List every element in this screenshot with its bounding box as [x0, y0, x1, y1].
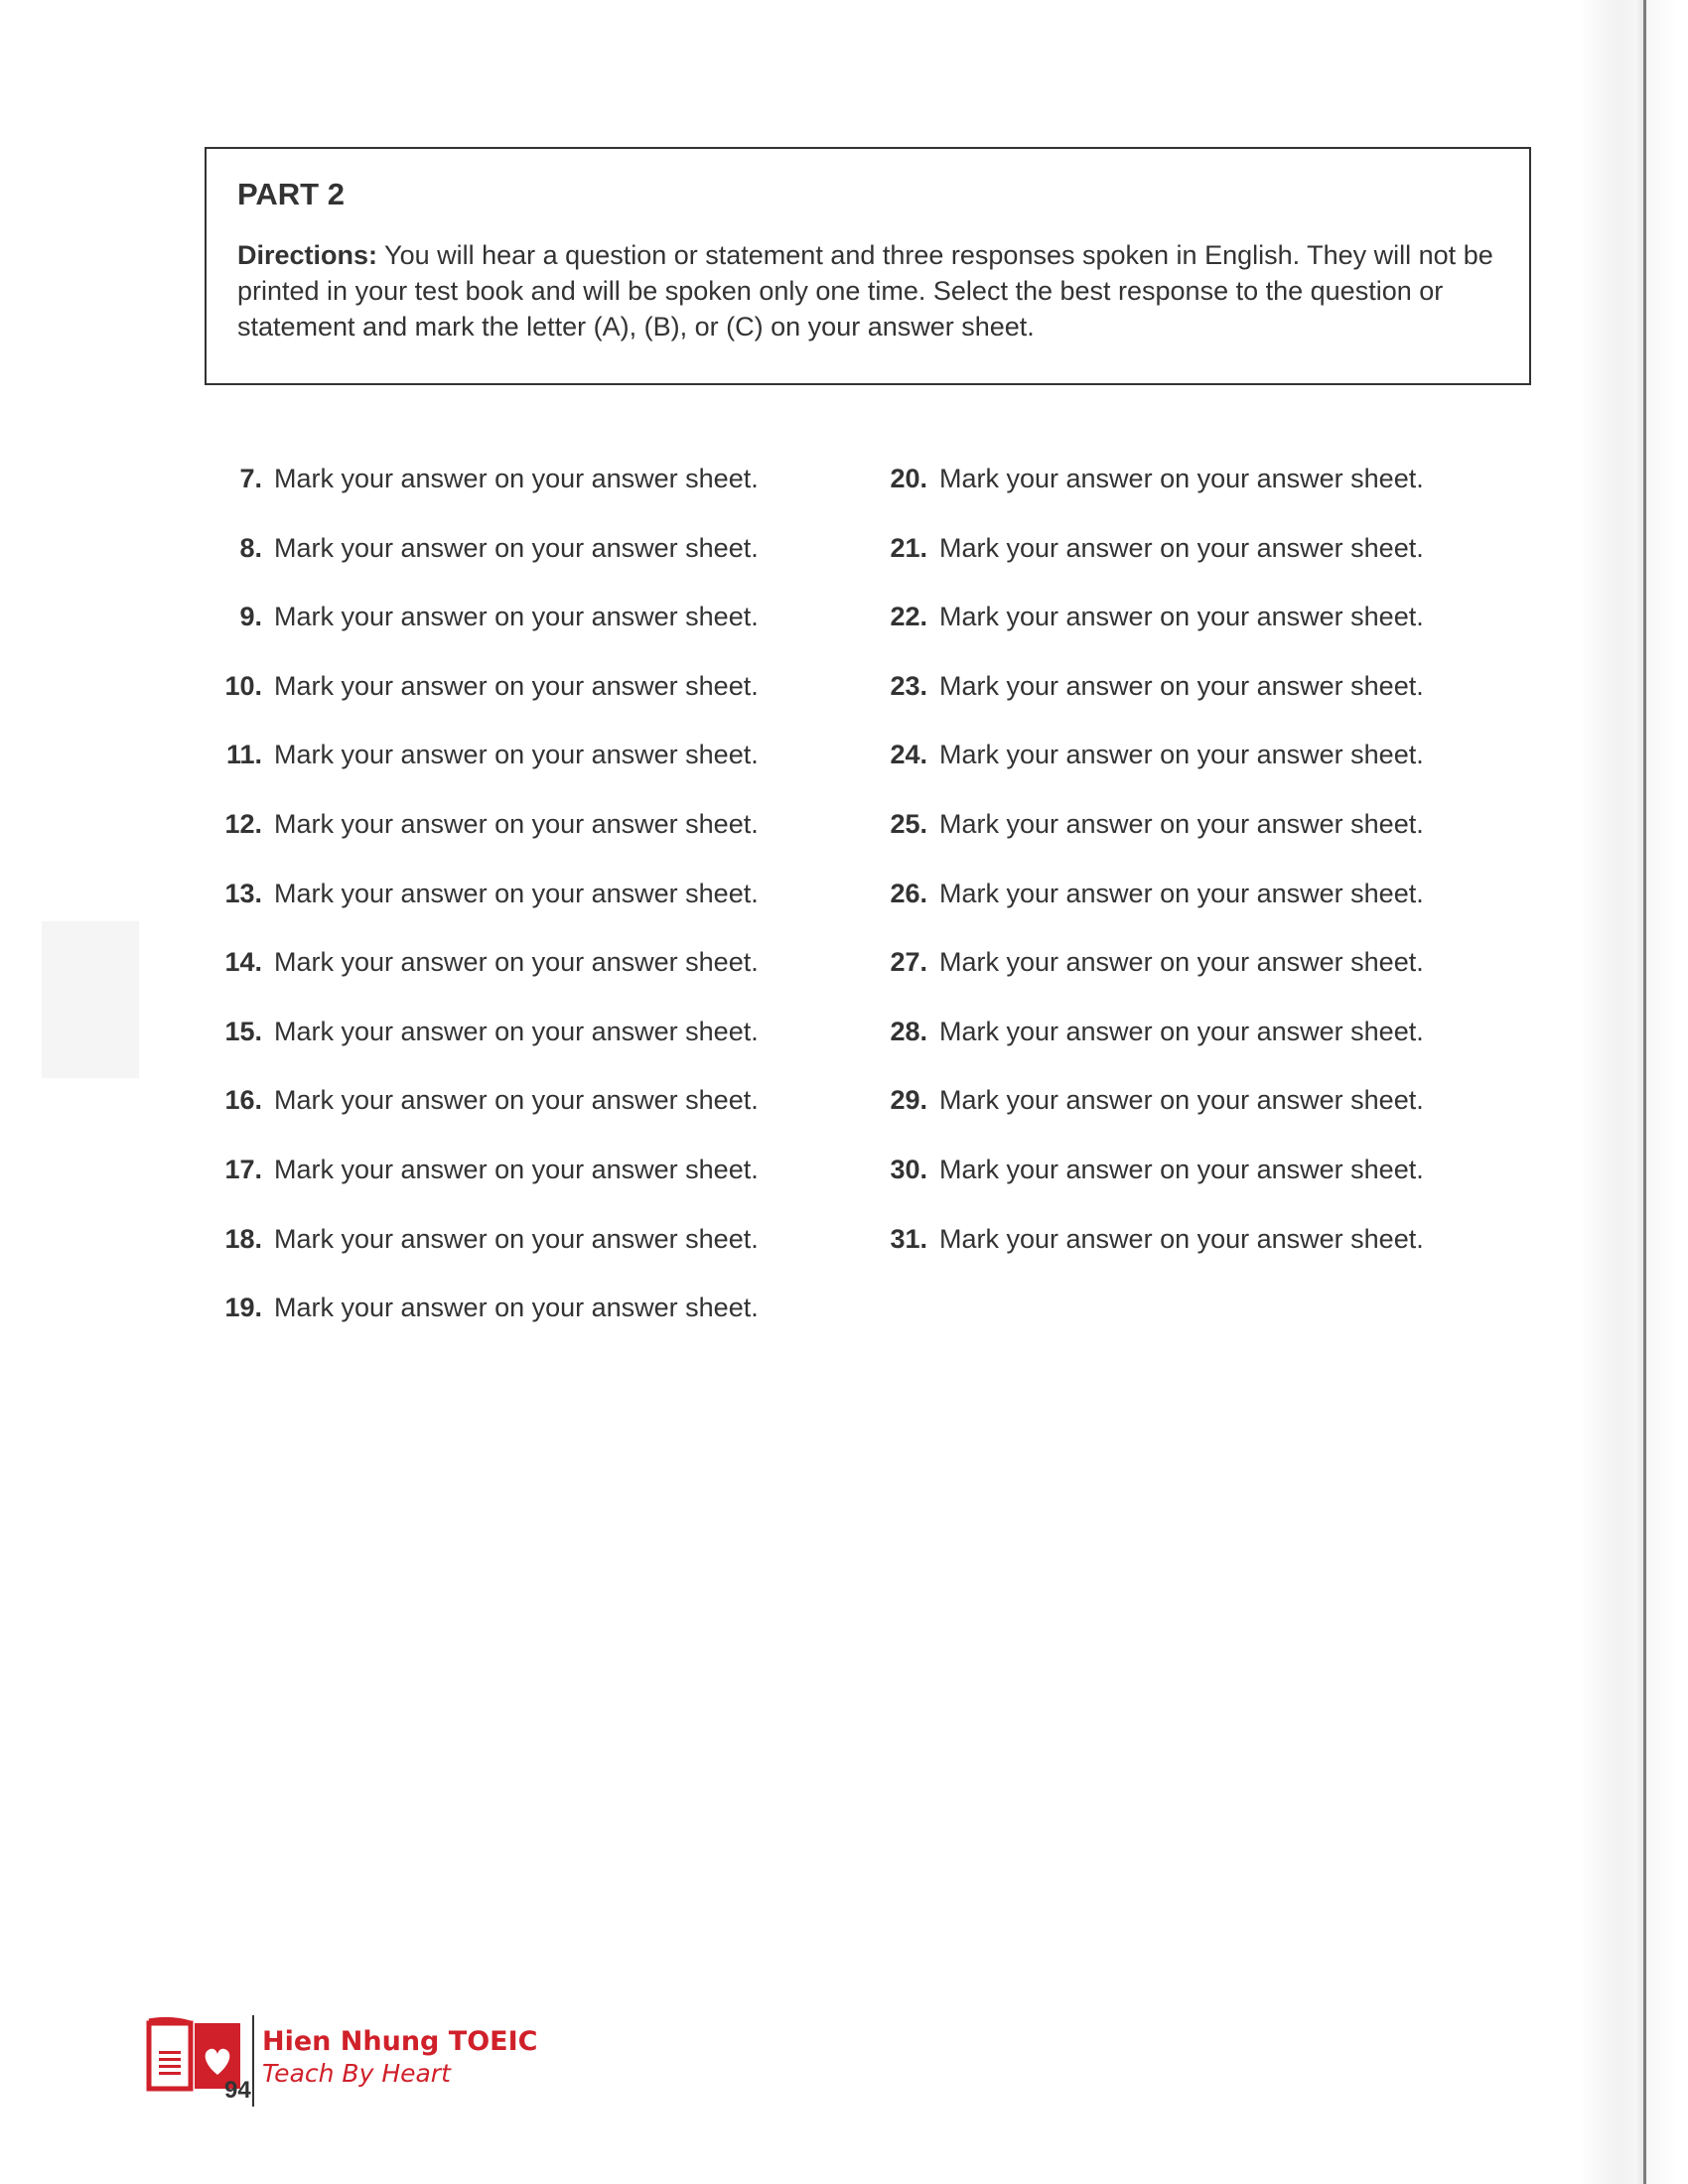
question-number: 22. [890, 602, 927, 632]
question-number: 17. [224, 1154, 262, 1184]
question-text: Mark your answer on your answer sheet. [939, 808, 1424, 839]
directions-paragraph [237, 237, 1499, 344]
question-item [209, 804, 904, 874]
question-text: Mark your answer on your answer sheet. [939, 532, 1424, 563]
question-number: 13. [224, 878, 262, 908]
question-number: 26. [890, 878, 927, 908]
question-text: Mark your answer on your answer sheet. [939, 878, 1424, 908]
question-number: 8. [239, 532, 262, 563]
question-text: Mark your answer on your answer sheet. [274, 602, 759, 632]
question-number: 23. [890, 670, 927, 701]
question-number: 16. [224, 1085, 262, 1116]
question-number: 25. [890, 808, 927, 839]
question-item [874, 1080, 1569, 1150]
question-item [209, 1080, 904, 1150]
question-number: 18. [224, 1223, 262, 1254]
question-item [874, 942, 1569, 1012]
question-item [209, 735, 904, 804]
question-text: Mark your answer on your answer sheet. [939, 947, 1424, 978]
question-text: Mark your answer on your answer sheet. [274, 740, 759, 770]
question-text: Mark your answer on your answer sheet. [939, 1223, 1424, 1254]
question-item [874, 1219, 1569, 1289]
question-number: 30. [890, 1154, 927, 1184]
question-number: 24. [890, 740, 927, 770]
brand-slogan: Teach By Heart [262, 2059, 451, 2088]
question-item [874, 597, 1569, 666]
question-item [209, 528, 904, 598]
question-item [209, 874, 904, 943]
question-text: Mark your answer on your answer sheet. [939, 1016, 1424, 1046]
question-number: 7. [239, 464, 262, 493]
question-text: Mark your answer on your answer sheet. [274, 808, 759, 839]
question-number: 28. [890, 1016, 927, 1046]
question-item [874, 666, 1569, 736]
question-text: Mark your answer on your answer sheet. [274, 878, 759, 908]
question-item [874, 874, 1569, 943]
question-number: 31. [890, 1223, 927, 1254]
question-text: Mark your answer on your answer sheet. [939, 1154, 1424, 1184]
question-text: Mark your answer on your answer sheet. [274, 1016, 759, 1046]
question-item [874, 528, 1569, 598]
brand-name: Hien Nhung TOEIC [262, 2026, 538, 2057]
questions-right-column [874, 459, 1569, 1288]
logo-divider [252, 2015, 254, 2107]
directions-label: Directions: [237, 240, 378, 270]
question-number: 27. [890, 947, 927, 978]
questions-left-column [209, 459, 904, 1357]
question-item [874, 459, 1569, 528]
question-item [209, 1012, 904, 1081]
page-number: 94 [224, 2077, 251, 2104]
question-text: Mark your answer on your answer sheet. [274, 464, 759, 493]
question-number: 14. [224, 947, 262, 978]
question-item [209, 1150, 904, 1219]
question-number: 19. [224, 1293, 262, 1323]
question-item [209, 597, 904, 666]
question-item [209, 666, 904, 736]
question-number: 15. [224, 1016, 262, 1046]
question-text: Mark your answer on your answer sheet. [274, 1223, 759, 1254]
question-text: Mark your answer on your answer sheet. [274, 1293, 759, 1323]
question-text: Mark your answer on your answer sheet. [274, 1154, 759, 1184]
question-item [209, 1219, 904, 1289]
question-item [209, 459, 904, 528]
question-item [209, 1288, 904, 1357]
question-text: Mark your answer on your answer sheet. [274, 670, 759, 701]
question-text: Mark your answer on your answer sheet. [274, 532, 759, 563]
question-number: 9. [239, 602, 262, 632]
question-number: 20. [890, 464, 927, 493]
directions-text: You will hear a question or statement and three responses spoken in English. They will not be printed in your test book and will be spoken only one time. Select the best response to the question or statement and mark the letter (A), (B), or (C) on your answer sheet. [237, 240, 1493, 341]
page-edge-line [1643, 0, 1646, 2184]
question-text: Mark your answer on your answer sheet. [274, 947, 759, 978]
page-edge-shadow [1579, 0, 1688, 2184]
question-number: 12. [224, 808, 262, 839]
question-text: Mark your answer on your answer sheet. [939, 602, 1424, 632]
question-number: 29. [890, 1085, 927, 1116]
footer-logo [145, 2015, 562, 2115]
question-text: Mark your answer on your answer sheet. [939, 1085, 1424, 1116]
question-item [874, 804, 1569, 874]
question-text: Mark your answer on your answer sheet. [939, 740, 1424, 770]
question-number: 11. [225, 740, 262, 770]
question-text: Mark your answer on your answer sheet. [939, 464, 1424, 493]
question-text: Mark your answer on your answer sheet. [274, 1085, 759, 1116]
question-item [874, 735, 1569, 804]
directions-box [205, 147, 1531, 385]
question-number: 21. [890, 532, 927, 563]
question-item [874, 1012, 1569, 1081]
question-item [209, 942, 904, 1012]
scan-shade [42, 921, 139, 1078]
question-text: Mark your answer on your answer sheet. [939, 670, 1424, 701]
question-number: 10. [224, 670, 262, 701]
part-title: PART 2 [237, 177, 345, 211]
question-item [874, 1150, 1569, 1219]
